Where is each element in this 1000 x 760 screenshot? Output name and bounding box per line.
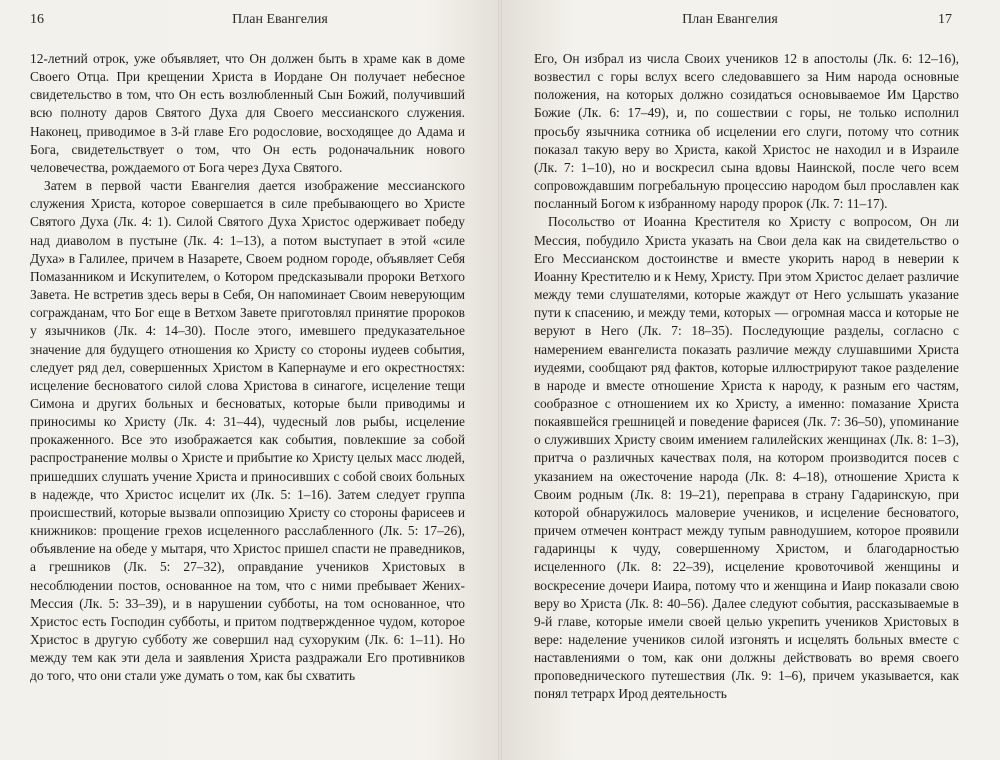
paragraph: Его, Он избрал из числа Своих учеников 12 в апостолы (Лк. 6: 12–16), возвестил с горы вслух всего следовавшего за Ним народа основные положения, на которых должно созидаться основываемое Им Царство Божие (Лк. 6: 17–49), и, по сошествии с горы, не только исполнил просьбу язычника сотника об исцелении его слуги, потому что сотник показал такую веру во Христа, какой Христос не находил и в Израиле (Лк. 7: 1–10), но и воскресил сына вдовы Наинской, после чего всем сопровождавшим погребальную процессию народом был прославлен как посланный Богом к избранному народу пророк (Лк. 7: 11–17). [534,51,959,212]
running-head-left: План Евангелия [232,12,328,27]
left-page-body [30,50,465,685]
book-gutter [498,0,502,760]
left-page-header [0,12,500,34]
paragraph: Затем в первой части Евангелия дается изображение мессианского служения Христа, которое совершается в силе пребывающего во Христе Святого Духа (Лк. 4: 1). Силой Святого Духа Христос одерживает победу над диаволом в пустыне (Лк. 4: 1–13), а потом выступает в этой «силе Духа» в Галилее, причем в Назарете, Своем родном городе, объявляет Себя Помазанником и Искупителем, о Котором предсказывали пророки Ветхого Завета. Не встретив здесь веры в Себя, Он напоминает Своим неверующим согражданам, что Бог еще в Ветхом Завете приготовлял принятие пророков у язычников (Лк. 4: 14–30). После этого, имевшего предуказательное значение для будущего отношения ко Христу со стороны иудеев события, следует ряд дел, совершенных Христом в Капернауме и его окрестностях: исцеление бесноватого силой слова Христова в синагоге, исцеление тещи Симона и других больных и бесноватых, которые были приводимы и приносимы ко Христу (Лк. 4: 31–44), чудесный лов рыбы, исцеление прокаженного. Все это изображается как события, повлекшие за собой распространение молвы о Христе и прибытие ко Христу целых масс людей, пришедших слушать учение Христа и приносивших с собой своих больных в надежде, что Христос исцелит их (Лк. 5: 1–16). Затем следует группа происшествий, которые вызвали оппозицию Христу со стороны фарисеев и книжников: прощение грехов исцеленного расслабленного (Лк. 5: 17–26), объявление на обеде у мытаря, что Христос пришел спасти не праведников, а грешников (Лк. 5: 27–32), оправдание учеников Христовых в несоблюдении постов, основанное на том, что с ними пребывает Жених-Мессия (Лк. 5: 33–39), и в нарушении субботы, на том основанное, что Христос есть Господин субботы, и притом подтвержденное чудом, которое Христос в другую субботу же совершил над сухоруким (Лк. 6: 1–11). Но между тем как эти дела и заявления Христа раздражали Его противников до того, что они стали уже думать о том, как бы схватить [30,178,465,684]
right-page-body [534,50,959,704]
page-number-right: 17 [938,12,952,27]
paragraph: 12-летний отрок, уже объявляет, что Он должен быть в храме как в доме Своего Отца. При крещении Христа в Иордане Он получает небесное свидетельство в том, что Он есть возлюбленный Сын Божий, получивший всю полноту даров Святого Духа для Своего мессианского служения. Наконец, приводимое в 3-й главе Его родословие, восходящее до Адама и Бога, свидетельствует о том, что Он есть родоначальник нового человечества, рождаемого от Бога через Духа Святого. [30,51,465,175]
running-head-right: План Евангелия [682,12,778,27]
right-page [500,0,1000,760]
paragraph: Посольство от Иоанна Крестителя ко Христу с вопросом, Он ли Мессия, побудило Христа указать на Свои дела как на свидетельство о Его Мессианском достоинстве и вместе укорить народ в неверии к Иоанну Крестителю и к Нему, Христу. При этом Христос делает различие между теми слушателями, которые жаждут от Него услышать указание пути к спасению, и между теми, которых — огромная масса и которые не веруют в Него (Лк. 7: 18–35). Последующие разделы, согласно с намерением евангелиста показать различие между слушавшими Христа иудеями, сообщают ряд фактов, которые иллюстрируют такое разделение в народе и вместе отношение Христа к народу, к разным его частям, сообразное с отношением их ко Христу, а именно: помазание Христа покаявшейся грешницей и поведение фарисея (Лк. 7: 36–50), упоминание о служивших Христу своим имением галилейских женщинах (Лк. 8: 1–3), притча о различных качествах поля, на котором производится посев с указанием на ожесточение народа (Лк. 8: 4–18), отношение Христа к Своим родным (Лк. 8: 19–21), переправа в страну Гадаринскую, при которой обнаружилось маловерие учеников, и исцеление бесноватого, причем отмечен контраст между тупым равнодушием, которое проявили гадаринцы к чуду, совершенному Христом, и благодарностью исцеленного (Лк. 8: 22–39), исцеление кровоточивой женщины и воскресение дочери Иаира, потому что и женщина и Иаир показали свою веру во Христа (Лк. 8: 40–56). Далее следуют события, рассказываемые в 9-й главе, которые имели своей целью укрепить учеников Христовых в вере: наделение учеников силой изгонять и исцелять больных вместе с наставлениями о том, как они должны действовать во время своего проповеднического путешествия (Лк. 9: 1–6), причем указывается, как понял тетрарх Ирод деятельность [534,214,959,702]
right-page-header [500,12,1000,34]
page-number-left: 16 [30,12,44,27]
